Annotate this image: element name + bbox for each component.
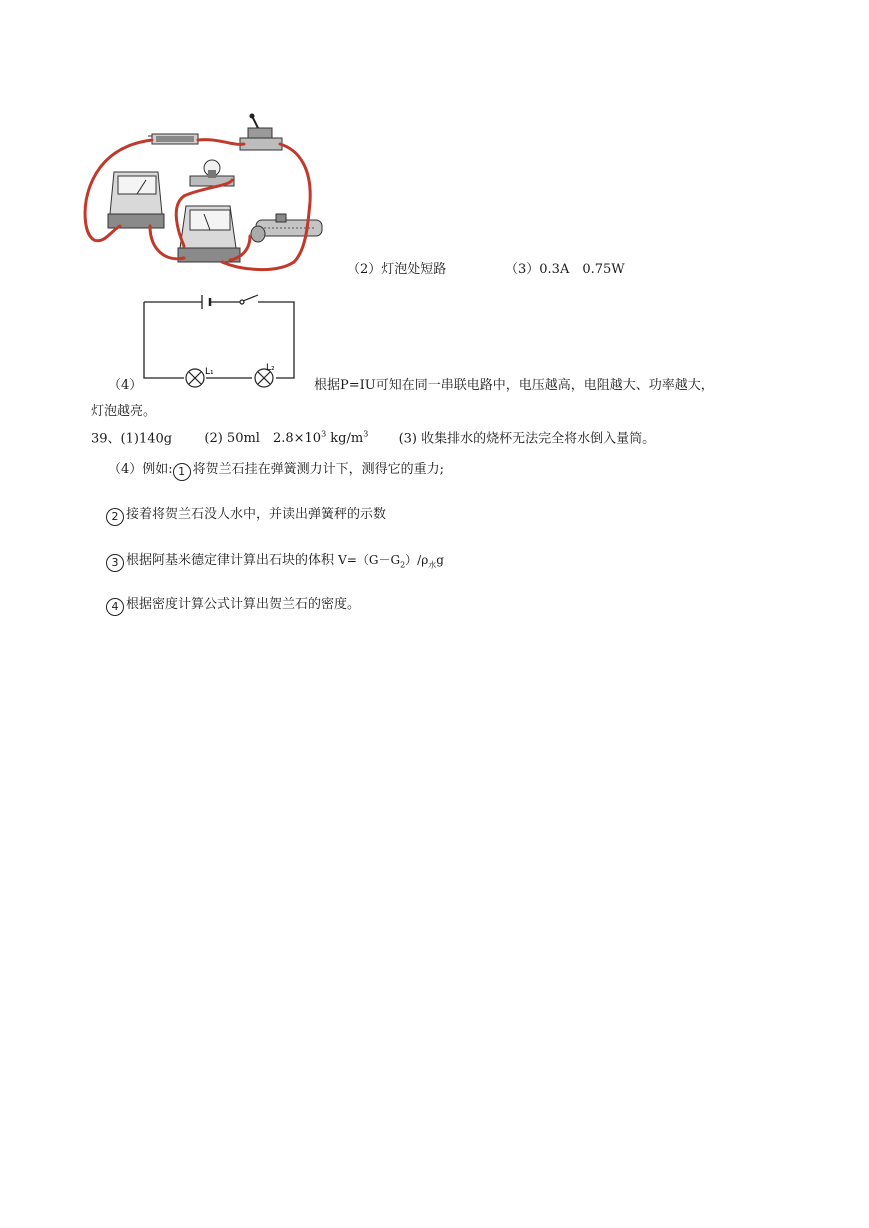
answer-q4-label: （4） — [108, 378, 143, 393]
step-4-number: 4 — [106, 598, 124, 616]
step-3-number: 3 — [106, 554, 124, 572]
answer-q4-text-line1: 根据P=IU可知在同一串联电路中，电压越高，电阻越大、功率越大， — [314, 378, 714, 393]
example-label: （4）例如: — [108, 462, 173, 477]
apparatus-wiring-diagram — [80, 110, 330, 280]
rheostat-icon — [251, 214, 322, 242]
circuit-schematic — [140, 290, 300, 390]
q39-part3: (3) 收集排水的烧杯无法完全将水倒入量筒。 — [398, 431, 656, 447]
step-2-number: 2 — [106, 508, 124, 526]
step-3-formula: $V=(G-G_2)/\rho_水g$ — [338, 553, 444, 570]
ammeter-icon — [108, 172, 164, 228]
step-2-text: 接着将贺兰石没人水中，并读出弹簧秤的示数 — [126, 507, 387, 522]
lamp-l1-label: L₁ — [205, 367, 214, 377]
step-1-number: 1 — [173, 463, 191, 481]
step-1-text: 将贺兰石挂在弹簧测力计下，测得它的重力; — [192, 462, 445, 477]
q39-part2: (2) 50ml $2.8\times 10^3$ $kg/m^3$ — [204, 430, 369, 447]
battery-icon — [148, 134, 198, 144]
example-line-1 — [108, 461, 444, 481]
q39-prefix: 39、(1)140g — [91, 431, 173, 447]
switch-symbol — [240, 295, 258, 304]
lamp-l1-symbol — [186, 369, 204, 387]
answer-q3: （3）0.3A 0.75W — [505, 262, 625, 277]
step-4-text: 根据密度计算公式计算出贺兰石的密度。 — [126, 597, 361, 612]
answer-q39 — [91, 426, 655, 448]
step-3-text: 根据阿基米德定律计算出石块的体积 — [126, 553, 335, 568]
example-line-3 — [106, 551, 444, 574]
battery-symbol — [202, 295, 210, 309]
voltmeter-icon — [178, 206, 240, 262]
example-line-2 — [106, 506, 386, 526]
answer-q4-text-line2: 灯泡越亮。 — [91, 404, 157, 419]
lamp-l2-label: L₂ — [266, 363, 275, 373]
answer-q2: （2）灯泡处短路 — [347, 262, 447, 277]
switch-icon — [240, 114, 282, 151]
example-line-4 — [106, 596, 360, 616]
